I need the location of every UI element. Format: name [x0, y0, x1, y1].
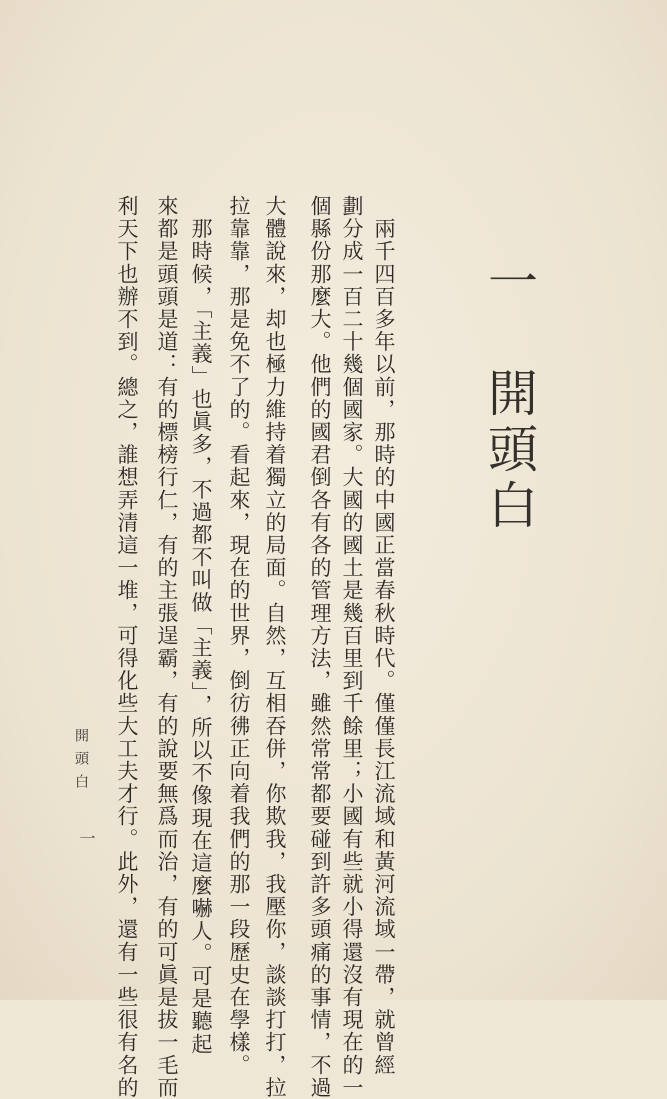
chapter-title: 一 開頭白 — [480, 255, 538, 535]
page-number: 一 — [77, 830, 96, 846]
body-line-6: 那時候，「主義」也眞多，不過都不叫做「主義」，所以不像現在這麼嚇人。可是聽起 — [189, 195, 213, 1056]
body-line-5: 拉靠靠，那是免不了的。看起來，現在的世界，倒彷彿正向着我們的那一段歷史在學樣。 — [227, 195, 251, 1077]
body-line-3: 個縣份那麼大。他們的國君倒各有各的管理方法，雖然常常都要碰到許多頭痛的事情，不過 — [308, 195, 332, 1099]
body-line-1: 兩千四百多年以前，那時的中國正當春秋時代。僅僅長江流域和黃河流域一帶，就曾經 — [372, 195, 396, 1077]
body-line-7: 來都是頭頭是道：有的標榜行仁，有的主張逞霸，有的說要無爲而治，有的可眞是拔一毛而 — [155, 195, 179, 1099]
running-head: 開頭白 — [73, 728, 89, 797]
body-line-2: 劃分成一百二十幾個國家。大國的國土是幾百里到千餘里；小國有些就小得還沒有現在的一 — [340, 195, 364, 1099]
body-line-4: 大體說來，却也極力維持着獨立的局面。自然，互相吞併，你欺我，我壓你，談談打打，拉 — [263, 195, 287, 1099]
body-line-8: 利天下也辦不到。總之，誰想弄清這一堆，可得化些大工夫才行。此外，還有一些很有名的 — [115, 195, 139, 1099]
